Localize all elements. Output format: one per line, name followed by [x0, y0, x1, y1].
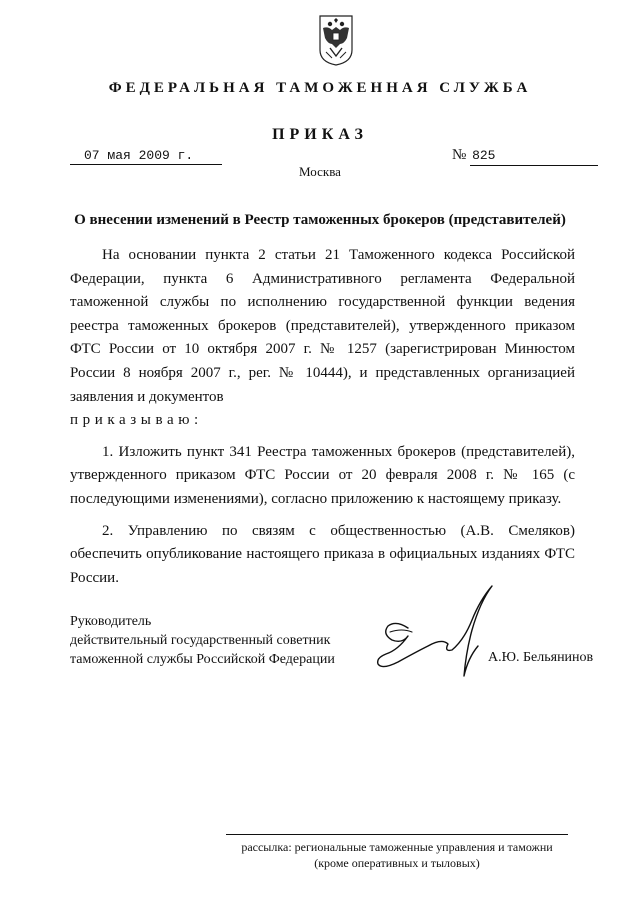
signer-position-line-3: таможенной службы Российской Федерации [70, 652, 335, 667]
order-number-block [452, 146, 598, 166]
order-number: 825 [470, 147, 598, 166]
agency-name: ФЕДЕРАЛЬНАЯ ТАМОЖЕННАЯ СЛУЖБА [108, 80, 532, 96]
order-date: 07 мая 2009 г. [70, 148, 222, 165]
distribution-line-2: (кроме оперативных и тыловых) [314, 856, 480, 870]
handwritten-signature [368, 580, 498, 680]
order-item-1: 1. Изложить пункт 341 Реестра таможенных брокеров (представителей), утвержденного приказом ФТС России от 20 февраля 2008 г. № 165 (с последующими изменениями), согласно приложению к настоящему приказу. [70, 443, 575, 507]
order-item-2: 2. Управлению по связям с общественностью (А.В. Смеляков) обеспечить опубликование настоящего приказа в официальных изданиях ФТС России. [70, 522, 575, 586]
distribution-line-1: рассылка: региональные таможенные управления и таможни [241, 840, 553, 854]
city: Москва [299, 164, 341, 179]
signer-position [70, 612, 335, 669]
signer-position-line-2: действительный государственный советник [70, 633, 331, 648]
distribution-list [226, 834, 568, 871]
order-word: приказываю: [70, 412, 203, 429]
coat-of-arms-icon [318, 14, 354, 66]
number-sign: № [452, 147, 467, 163]
order-subject: О внесении изменений в Реестр таможенных брокеров (представителей) [74, 212, 566, 228]
signer-name: А.Ю. Бельянинов [488, 650, 594, 665]
preamble-paragraph: На основании пункта 2 статьи 21 Таможенного кодекса Российской Федерации, пункта 6 Административного регламента Федеральной таможенной службы по исполнению государственной функции ведения реестра таможенных брокеров (представителей), утвержденного приказом ФТС России от 10 октября 2007 г. № 1257 (зарегистрирован Минюстом России 8 ноября 2007 г., рег. № 10444), и представленных организацией заявления и документов [70, 247, 575, 405]
signer-position-line-1: Руководитель [70, 614, 152, 629]
order-body [70, 244, 575, 590]
document-type: ПРИКАЗ [272, 126, 368, 143]
